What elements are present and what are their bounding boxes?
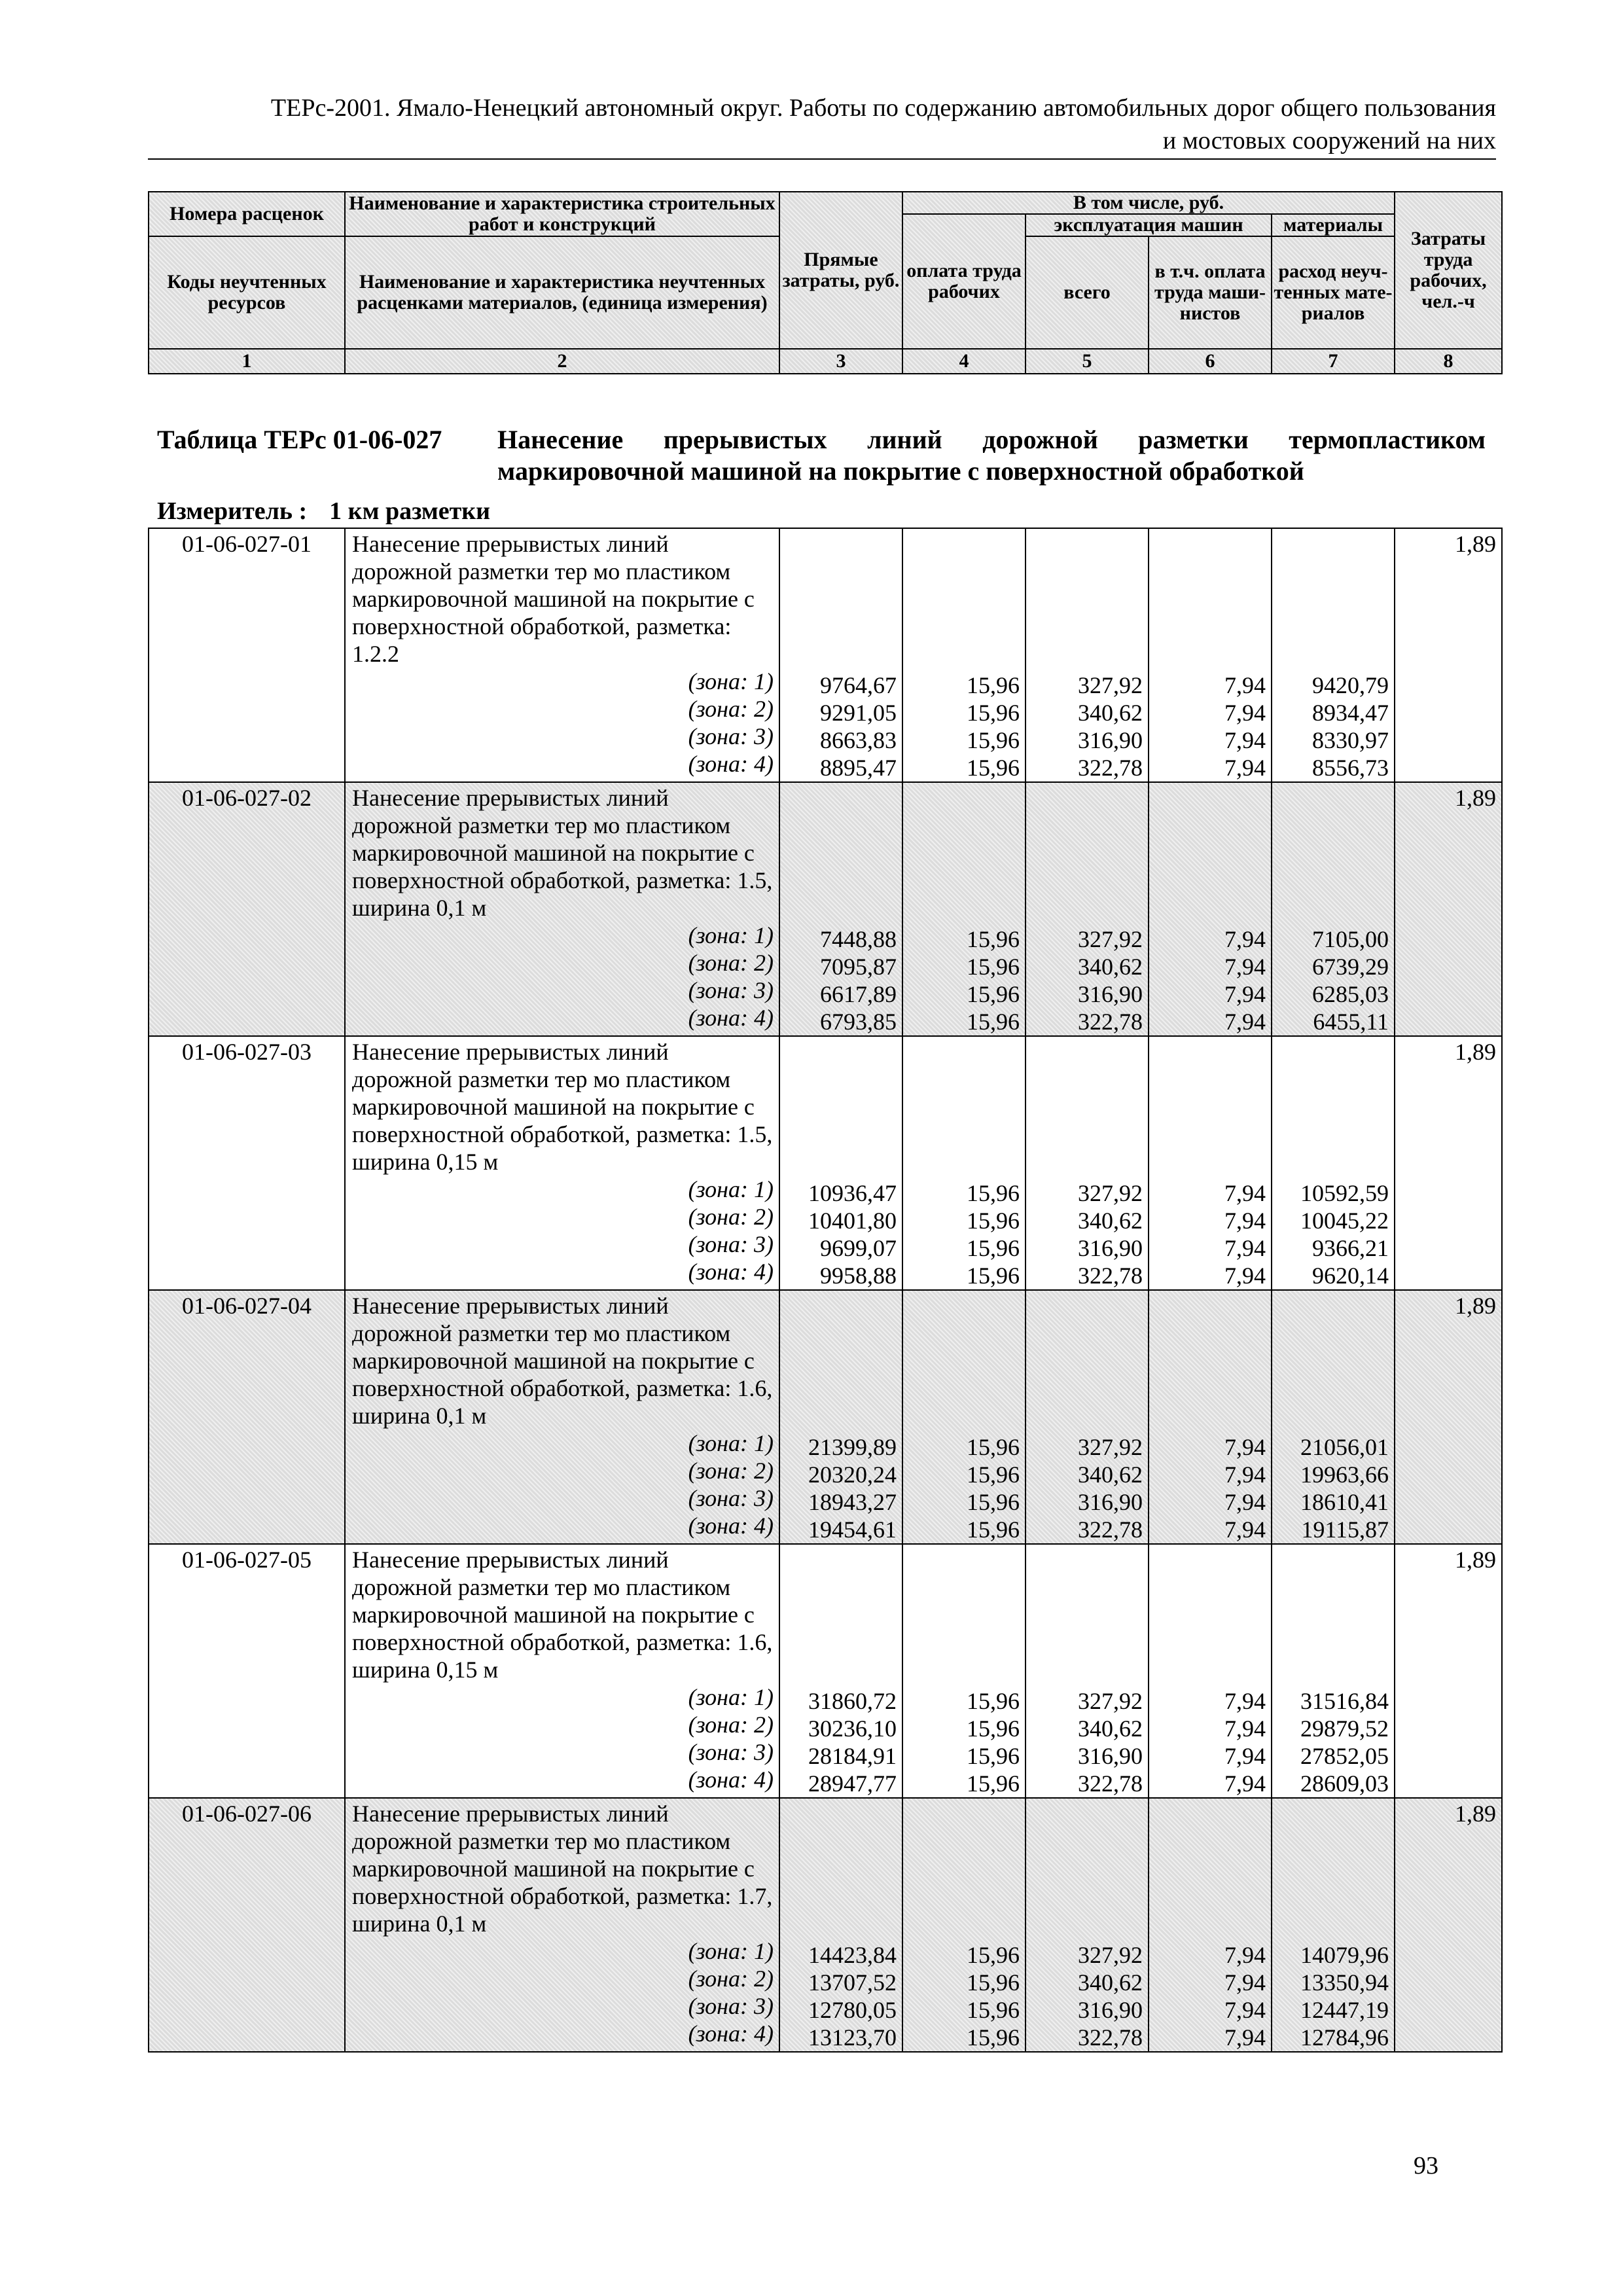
- labor-cost: 1,89: [1395, 1544, 1502, 1798]
- operator-pay: 7,94: [1224, 981, 1266, 1007]
- worker-pay: 15,96: [967, 926, 1020, 952]
- material-cost: 12784,96: [1300, 2024, 1389, 2051]
- table-code: Таблица ТЕРс 01-06-027: [157, 425, 442, 454]
- labor-cost: 1,89: [1395, 1798, 1502, 2052]
- zone-label: (зона: 1): [688, 1176, 774, 1202]
- machine-cost: 322,78: [1078, 1263, 1143, 1289]
- material-cost: 14079,96: [1300, 1942, 1389, 1968]
- rate-row: [149, 1290, 1502, 1544]
- header-work-name: Наименование и характеристика строительных работ и конструкций: [345, 192, 779, 236]
- direct-cost: 9291,05: [820, 700, 897, 726]
- worker-pay: 15,96: [967, 1462, 1020, 1488]
- material-cost-cell: [1272, 528, 1395, 782]
- labor-cost: 1,89: [1395, 1036, 1502, 1290]
- material-cost: 10592,59: [1300, 1180, 1389, 1206]
- material-cost: 6739,29: [1312, 954, 1389, 980]
- direct-cost: 10401,80: [808, 1208, 897, 1234]
- operator-pay: 7,94: [1224, 1969, 1266, 1996]
- operator-pay-cell: [1149, 782, 1272, 1036]
- header-machine-operation: эксплуатация машин: [1026, 214, 1272, 236]
- rate-name-cell: [345, 1036, 779, 1290]
- header-operator-pay: в т.ч. оплата труда маши-нистов: [1149, 236, 1272, 349]
- zone-label: (зона: 3): [688, 1485, 774, 1511]
- zone-label: (зона: 2): [688, 696, 774, 722]
- operator-pay: 7,94: [1224, 1434, 1266, 1460]
- direct-cost-cell: [779, 1036, 902, 1290]
- machine-cost: 340,62: [1078, 1208, 1143, 1234]
- rate-name-cell: [345, 1290, 779, 1544]
- material-cost: 6455,11: [1313, 1009, 1389, 1035]
- zone-label: (зона: 3): [688, 1739, 774, 1765]
- direct-cost: 19454,61: [808, 1516, 897, 1543]
- rate-row: [149, 1036, 1502, 1290]
- header-worker-pay: оплата труда рабочих: [902, 214, 1026, 349]
- worker-pay-cell: [902, 782, 1026, 1036]
- machine-cost: 327,92: [1078, 1688, 1143, 1714]
- operator-pay: 7,94: [1224, 1688, 1266, 1714]
- worker-pay: 15,96: [967, 1235, 1020, 1261]
- direct-cost: 10936,47: [808, 1180, 897, 1206]
- operator-pay: 7,94: [1224, 954, 1266, 980]
- direct-cost: 21399,89: [808, 1434, 897, 1460]
- operator-pay: 7,94: [1224, 1235, 1266, 1261]
- material-cost: 9620,14: [1312, 1263, 1389, 1289]
- worker-pay-cell: [902, 1544, 1026, 1798]
- material-cost: 13350,94: [1300, 1969, 1389, 1996]
- machine-cost-cell: [1026, 1036, 1149, 1290]
- material-cost: 19963,66: [1300, 1462, 1389, 1488]
- rate-row: [149, 528, 1502, 782]
- machine-cost: 322,78: [1078, 2024, 1143, 2051]
- operator-pay: 7,94: [1224, 1489, 1266, 1515]
- direct-cost: 9764,67: [820, 672, 897, 698]
- operator-pay: 7,94: [1224, 1516, 1266, 1543]
- machine-cost: 340,62: [1078, 954, 1143, 980]
- machine-cost: 316,90: [1078, 727, 1143, 753]
- rate-name: Нанесение прерывистых линий дорожной разметки тер мо пластиком маркировочной машиной на покрытие с поверхностной обработкой, разметка: 1.6, ширина 0,1 м: [352, 1293, 773, 1429]
- zone-label: (зона: 4): [688, 1513, 774, 1539]
- rate-name: Нанесение прерывистых линий дорожной разметки тер мо пластиком маркировочной машиной на покрытие с поверхностной обработкой, разметка: 1.6, ширина 0,15 м: [352, 1547, 773, 1683]
- zone-label: (зона: 4): [688, 2020, 774, 2047]
- direct-cost-cell: [779, 1544, 902, 1798]
- machine-cost: 327,92: [1078, 1180, 1143, 1206]
- operator-pay: 7,94: [1224, 2024, 1266, 2051]
- direct-cost: 28184,91: [808, 1743, 897, 1769]
- rate-name-cell: [345, 1798, 779, 2052]
- column-number: 7: [1272, 349, 1395, 374]
- operator-pay-cell: [1149, 1798, 1272, 2052]
- measure-label: Измеритель :: [157, 497, 308, 525]
- header-resource-codes: Коды неучтенных ресурсов: [149, 236, 345, 349]
- header-direct-costs: Прямые затраты, руб.: [779, 192, 902, 349]
- worker-pay: 15,96: [967, 1770, 1020, 1797]
- material-cost-cell: [1272, 1290, 1395, 1544]
- worker-pay: 15,96: [967, 981, 1020, 1007]
- direct-cost: 31860,72: [808, 1688, 897, 1714]
- direct-cost: 18943,27: [808, 1489, 897, 1515]
- machine-cost: 327,92: [1078, 1434, 1143, 1460]
- worker-pay: 15,96: [967, 1997, 1020, 2023]
- worker-pay: 15,96: [967, 1743, 1020, 1769]
- direct-cost: 7448,88: [820, 926, 897, 952]
- header-line-1: ТЕРс-2001. Ямало-Ненецкий автономный округ. Работы по содержанию автомобильных дорог общего пользования: [270, 94, 1496, 122]
- operator-pay-cell: [1149, 528, 1272, 782]
- zone-label: (зона: 1): [688, 922, 774, 948]
- machine-cost: 322,78: [1078, 1770, 1143, 1797]
- zone-label: (зона: 4): [688, 1005, 774, 1031]
- material-cost-cell: [1272, 1036, 1395, 1290]
- material-cost: 7105,00: [1312, 926, 1389, 952]
- rate-name: Нанесение прерывистых линий дорожной разметки тер мо пластиком маркировочной машиной на покрытие с поверхностной обработкой, разметка: 1.5, ширина 0,1 м: [352, 785, 773, 921]
- direct-cost: 28947,77: [808, 1770, 897, 1797]
- zone-label: (зона: 4): [688, 1259, 774, 1285]
- worker-pay-cell: [902, 1290, 1026, 1544]
- material-cost: 9366,21: [1312, 1235, 1389, 1261]
- direct-cost: 14423,84: [808, 1942, 897, 1968]
- worker-pay: 15,96: [967, 727, 1020, 753]
- material-cost: 29879,52: [1300, 1715, 1389, 1742]
- machine-cost-cell: [1026, 1544, 1149, 1798]
- column-number: 8: [1395, 349, 1502, 374]
- rate-name-cell: [345, 528, 779, 782]
- worker-pay: 15,96: [967, 954, 1020, 980]
- operator-pay: 7,94: [1224, 1009, 1266, 1035]
- worker-pay: 15,96: [967, 1489, 1020, 1515]
- machine-cost: 340,62: [1078, 700, 1143, 726]
- operator-pay: 7,94: [1224, 926, 1266, 952]
- direct-cost: 8895,47: [820, 755, 897, 781]
- material-cost: 8330,97: [1312, 727, 1389, 753]
- material-cost: 6285,03: [1312, 981, 1389, 1007]
- direct-cost: 6793,85: [820, 1009, 897, 1035]
- rate-code: 01-06-027-06: [149, 1798, 345, 2052]
- operator-pay: 7,94: [1224, 1743, 1266, 1769]
- operator-pay-cell: [1149, 1544, 1272, 1798]
- operator-pay: 7,94: [1224, 1263, 1266, 1289]
- direct-cost: 9958,88: [820, 1263, 897, 1289]
- material-cost: 27852,05: [1300, 1743, 1389, 1769]
- column-header-table: [148, 191, 1503, 374]
- machine-cost: 327,92: [1078, 672, 1143, 698]
- material-cost: 8934,47: [1312, 700, 1389, 726]
- direct-cost: 13123,70: [808, 2024, 897, 2051]
- machine-cost: 322,78: [1078, 1009, 1143, 1035]
- zone-label: (зона: 4): [688, 751, 774, 777]
- zone-label: (зона: 2): [688, 1712, 774, 1738]
- zone-label: (зона: 3): [688, 723, 774, 749]
- material-cost-cell: [1272, 1544, 1395, 1798]
- worker-pay: 15,96: [967, 2024, 1020, 2051]
- worker-pay-cell: [902, 1798, 1026, 2052]
- rate-code: 01-06-027-02: [149, 782, 345, 1036]
- operator-pay-cell: [1149, 1036, 1272, 1290]
- operator-pay: 7,94: [1224, 1180, 1266, 1206]
- direct-cost-cell: [779, 528, 902, 782]
- zone-label: (зона: 3): [688, 977, 774, 1003]
- rate-row: [149, 782, 1502, 1036]
- header-line-2: и мостовых сооружений на них: [1162, 127, 1496, 154]
- worker-pay: 15,96: [967, 1263, 1020, 1289]
- direct-cost-cell: [779, 1798, 902, 2052]
- measure-unit: [157, 496, 490, 526]
- rate-name: Нанесение прерывистых линий дорожной разметки тер мо пластиком маркировочной машиной на покрытие с поверхностной обработкой, разметка: 1.7, ширина 0,1 м: [352, 1801, 773, 1937]
- material-cost-cell: [1272, 782, 1395, 1036]
- material-cost: 18610,41: [1300, 1489, 1389, 1515]
- measure-value: 1 км разметки: [329, 497, 491, 525]
- labor-cost: 1,89: [1395, 528, 1502, 782]
- machine-cost: 327,92: [1078, 1942, 1143, 1968]
- rate-code: 01-06-027-01: [149, 528, 345, 782]
- worker-pay: 15,96: [967, 1715, 1020, 1742]
- material-cost: 8556,73: [1312, 755, 1389, 781]
- direct-cost: 9699,07: [820, 1235, 897, 1261]
- header-total: всего: [1026, 236, 1149, 349]
- zone-label: (зона: 1): [688, 1684, 774, 1710]
- operator-pay: 7,94: [1224, 1997, 1266, 2023]
- operator-pay: 7,94: [1224, 672, 1266, 698]
- worker-pay: 15,96: [967, 700, 1020, 726]
- header-materials: материалы: [1272, 214, 1395, 236]
- machine-cost-cell: [1026, 1798, 1149, 2052]
- machine-cost: 322,78: [1078, 755, 1143, 781]
- column-number: 5: [1026, 349, 1149, 374]
- machine-cost: 316,90: [1078, 981, 1143, 1007]
- zone-label: (зона: 1): [688, 1938, 774, 1964]
- rate-name-cell: [345, 1544, 779, 1798]
- rate-row: [149, 1544, 1502, 1798]
- rate-code: 01-06-027-05: [149, 1544, 345, 1798]
- machine-cost: 340,62: [1078, 1969, 1143, 1996]
- machine-cost: 316,90: [1078, 1489, 1143, 1515]
- rate-code: 01-06-027-03: [149, 1036, 345, 1290]
- direct-cost: 12780,05: [808, 1997, 897, 2023]
- machine-cost-cell: [1026, 528, 1149, 782]
- material-cost-cell: [1272, 1798, 1395, 2052]
- machine-cost-cell: [1026, 782, 1149, 1036]
- zone-label: (зона: 3): [688, 1993, 774, 2019]
- column-number: 1: [149, 349, 345, 374]
- direct-cost: 7095,87: [820, 954, 897, 980]
- direct-cost: 6617,89: [820, 981, 897, 1007]
- material-cost: 12447,19: [1300, 1997, 1389, 2023]
- machine-cost: 340,62: [1078, 1715, 1143, 1742]
- labor-cost: 1,89: [1395, 1290, 1502, 1544]
- worker-pay: 15,96: [967, 755, 1020, 781]
- operator-pay-cell: [1149, 1290, 1272, 1544]
- worker-pay: 15,96: [967, 1180, 1020, 1206]
- zone-label: (зона: 1): [688, 1430, 774, 1456]
- operator-pay: 7,94: [1224, 700, 1266, 726]
- rate-row: [149, 1798, 1502, 2052]
- direct-cost: 8663,83: [820, 727, 897, 753]
- zone-label: (зона: 2): [688, 1204, 774, 1230]
- rate-name: Нанесение прерывистых линий дорожной разметки тер мо пластиком маркировочной машиной на покрытие с поверхностной обработкой, разметка: 1.2.2: [352, 531, 755, 667]
- machine-cost: 340,62: [1078, 1462, 1143, 1488]
- rates-table: [148, 528, 1503, 2053]
- machine-cost: 316,90: [1078, 1997, 1143, 2023]
- column-number: 6: [1149, 349, 1272, 374]
- direct-cost-cell: [779, 1290, 902, 1544]
- material-cost: 21056,01: [1300, 1434, 1389, 1460]
- worker-pay-cell: [902, 1036, 1026, 1290]
- operator-pay: 7,94: [1224, 727, 1266, 753]
- operator-pay: 7,94: [1224, 1715, 1266, 1742]
- operator-pay: 7,94: [1224, 1462, 1266, 1488]
- direct-cost: 13707,52: [808, 1969, 897, 1996]
- column-number: 4: [902, 349, 1026, 374]
- worker-pay: 15,96: [967, 1516, 1020, 1543]
- zone-label: (зона: 4): [688, 1767, 774, 1793]
- machine-cost: 322,78: [1078, 1516, 1143, 1543]
- table-name: Нанесение прерывистых линий дорожной разметки термопластиком маркировочной машиной на покрытие с поверхностной обработкой: [497, 425, 1486, 486]
- worker-pay: 15,96: [967, 1434, 1020, 1460]
- operator-pay: 7,94: [1224, 1942, 1266, 1968]
- worker-pay: 15,96: [967, 1688, 1020, 1714]
- zone-label: (зона: 2): [688, 950, 774, 976]
- column-number: 2: [345, 349, 779, 374]
- worker-pay: 15,96: [967, 1208, 1020, 1234]
- machine-cost: 316,90: [1078, 1743, 1143, 1769]
- zone-label: (зона: 2): [688, 1458, 774, 1484]
- material-cost: 31516,84: [1300, 1688, 1389, 1714]
- material-cost: 10045,22: [1300, 1208, 1389, 1234]
- header-labor-costs: Затраты труда рабочих, чел.-ч: [1395, 192, 1502, 349]
- zone-label: (зона: 2): [688, 1965, 774, 1992]
- material-cost: 9420,79: [1312, 672, 1389, 698]
- worker-pay: 15,96: [967, 1942, 1020, 1968]
- header-rates-numbers: Номера расценок: [149, 192, 345, 236]
- material-cost: 19115,87: [1301, 1516, 1389, 1543]
- page-header: [148, 92, 1496, 160]
- worker-pay-cell: [902, 528, 1026, 782]
- operator-pay: 7,94: [1224, 1770, 1266, 1797]
- rate-name: Нанесение прерывистых линий дорожной разметки тер мо пластиком маркировочной машиной на покрытие с поверхностной обработкой, разметка: 1.5, ширина 0,15 м: [352, 1039, 773, 1175]
- direct-cost-cell: [779, 782, 902, 1036]
- header-material-use: расход неуч-тенных мате-риалов: [1272, 236, 1395, 349]
- material-cost: 28609,03: [1300, 1770, 1389, 1797]
- table-title: [157, 424, 1486, 490]
- labor-cost: 1,89: [1395, 782, 1502, 1036]
- worker-pay: 15,96: [967, 672, 1020, 698]
- page-number: 93: [1414, 2152, 1438, 2179]
- header-material-name: Наименование и характеристика неучтенных расценками материалов, (единица измерения): [345, 236, 779, 349]
- zone-label: (зона: 3): [688, 1231, 774, 1257]
- header-including: В том числе, руб.: [902, 192, 1395, 214]
- direct-cost: 30236,10: [808, 1715, 897, 1742]
- machine-cost: 327,92: [1078, 926, 1143, 952]
- column-number: 3: [779, 349, 902, 374]
- machine-cost-cell: [1026, 1290, 1149, 1544]
- operator-pay: 7,94: [1224, 755, 1266, 781]
- operator-pay: 7,94: [1224, 1208, 1266, 1234]
- rate-name-cell: [345, 782, 779, 1036]
- worker-pay: 15,96: [967, 1009, 1020, 1035]
- direct-cost: 20320,24: [808, 1462, 897, 1488]
- zone-label: (зона: 1): [688, 668, 774, 694]
- machine-cost: 316,90: [1078, 1235, 1143, 1261]
- worker-pay: 15,96: [967, 1969, 1020, 1996]
- rate-code: 01-06-027-04: [149, 1290, 345, 1544]
